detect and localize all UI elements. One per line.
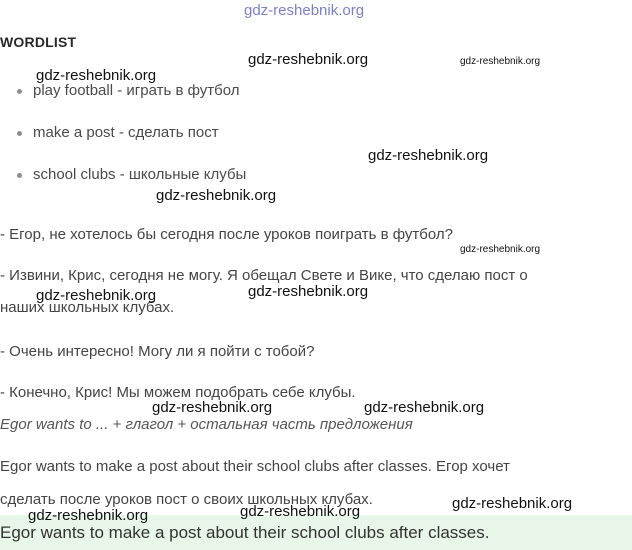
- watermark: gdz-reshebnik.org: [152, 399, 273, 416]
- watermark: gdz-reshebnik.org: [36, 67, 157, 84]
- watermark: gdz-reshebnik.org: [248, 51, 369, 68]
- wordlist-item: school clubs - школьные клубы: [33, 166, 247, 183]
- watermark: gdz-reshebnik.org: [364, 399, 485, 416]
- watermark: gdz-reshebnik.org: [368, 147, 489, 164]
- watermark: gdz-reshebnik.org: [36, 287, 157, 304]
- bullet-icon: [17, 173, 22, 178]
- dialogue-line: - Конечно, Крис! Мы можем подобрать себе клубы.: [0, 384, 356, 401]
- dialogue-line: - Очень интересно! Могу ли я пойти с тобой?: [0, 343, 315, 360]
- wordlist-item: play football - играть в футбол: [33, 82, 240, 99]
- answer-text: Egor wants to make a post about their school clubs after classes.: [0, 523, 490, 542]
- wordlist-title: WORDLIST: [0, 34, 77, 50]
- watermark: gdz-reshebnik.org: [248, 283, 369, 300]
- bullet-icon: [17, 131, 22, 136]
- watermark: gdz-reshebnik.org: [460, 56, 541, 67]
- bullet-icon: [17, 89, 22, 94]
- watermark: gdz-reshebnik.org: [28, 507, 149, 524]
- dialogue-line: наших школьных клубах.: [0, 299, 175, 316]
- watermark: gdz-reshebnik.org: [240, 503, 361, 520]
- watermark-top: gdz-reshebnik.org: [244, 2, 365, 19]
- dialogue-line: - Извини, Крис, сегодня не могу. Я обещал Свете и Вике, что сделаю пост о: [0, 267, 528, 284]
- formula-text: Egor wants to ... + глагол + остальная часть предложения: [0, 416, 413, 433]
- explanation-line: Egor wants to make a post about their school clubs after classes. Егор хочет: [0, 458, 510, 475]
- watermark: gdz-reshebnik.org: [460, 244, 541, 255]
- explanation-line: сделать после уроков пост о своих школьных клубах.: [0, 491, 373, 508]
- watermark: gdz-reshebnik.org: [156, 187, 277, 204]
- dialogue-line: - Егор, не хотелось бы сегодня после уроков поиграть в футбол?: [0, 226, 453, 243]
- wordlist-item: make a post - сделать пост: [33, 124, 219, 141]
- watermark: gdz-reshebnik.org: [452, 495, 573, 512]
